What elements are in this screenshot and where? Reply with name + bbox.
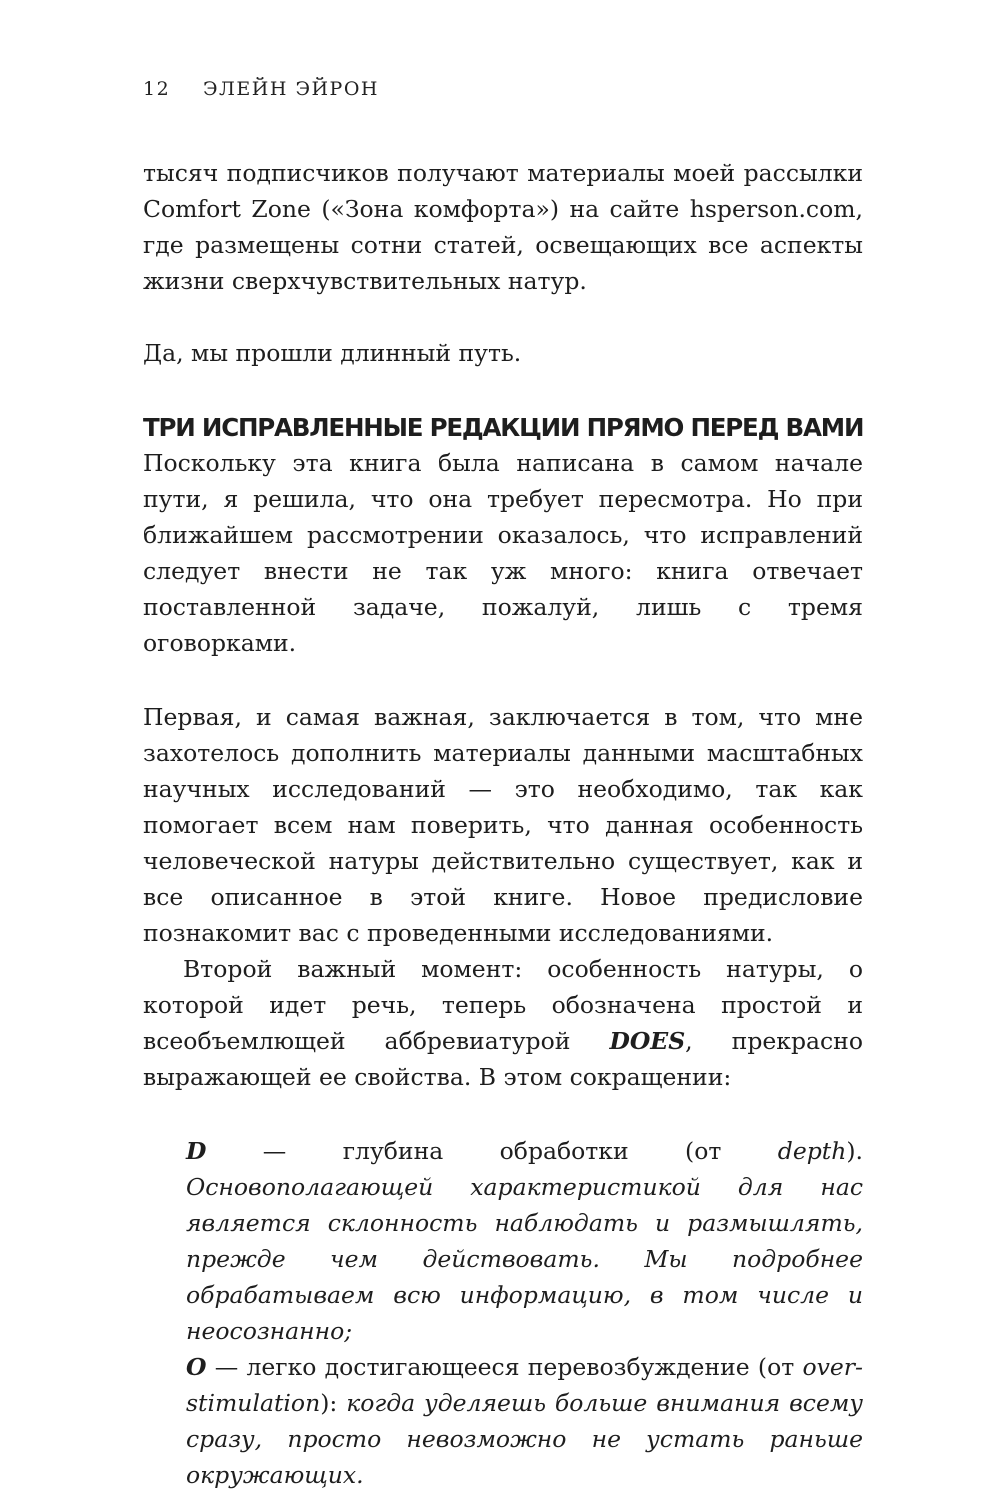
text-run: ). bbox=[846, 1137, 863, 1165]
text-run: — легко достигающееся перевозбуждение (от bbox=[206, 1353, 803, 1381]
paragraph-continuation: тысяч подписчиков получают материалы моей рассылки Comfort Zone («Зона комфорта») на сайте hsperson.com, где размещены сотни статей, освещающих все аспекты жизни сверхчувствительных натур. bbox=[143, 159, 863, 295]
italic-text: Основополагающей характеристикой для нас является склонность наблюдать и размышлять, прежде чем действовать. Мы подробнее обрабатываем всю информацию, в том числе и неосознанно; bbox=[186, 1173, 863, 1345]
paragraph-first-point: Первая, и самая важная, заключается в том, что мне захотелось дополнить материалы данными масштабных научных исследований — это необходимо, так как помогает всем нам поверить, что данная особенность человеческой натуры действительно существует, как и все описанное в этой книге. Новое предисловие познакомит вас с проведенными исследованиями. bbox=[143, 703, 863, 947]
emphasis-term: O bbox=[186, 1353, 207, 1381]
text-run: , прекрасно выражающей ее свойства. В этом сокращении: bbox=[143, 1027, 863, 1091]
paragraph-second-point bbox=[143, 951, 863, 1095]
definition-o bbox=[186, 1349, 863, 1493]
italic-text: overstimulation bbox=[186, 1353, 863, 1417]
author-name: ЭЛЕЙН ЭЙРОН bbox=[203, 78, 379, 100]
emphasis-term: DOES bbox=[609, 1027, 686, 1055]
running-head bbox=[143, 78, 379, 104]
text-run: Второй важный момент: особенность натуры, о которой идет речь, теперь обозначена простой и всеобъемлющей аббревиатурой bbox=[143, 955, 863, 1055]
emphasis-term: D bbox=[186, 1137, 207, 1165]
italic-text: когда уделяешь больше внимания всему сразу, просто невозможно не устать раньше окружающих. bbox=[186, 1389, 863, 1489]
text-run: — глубина обработки (от bbox=[206, 1137, 778, 1165]
section-heading: ТРИ ИСПРАВЛЕННЫЕ РЕДАКЦИИ ПРЯМО ПЕРЕД ВАМИ bbox=[143, 413, 864, 442]
paragraph-revision: Поскольку эта книга была написана в самом начале пути, я решила, что она требует пересмотра. Но при ближайшем рассмотрении оказалось, что исправлений следует внести не так уж много: книга отвечает поставленной задаче, пожалуй, лишь с тремя оговорками. bbox=[143, 449, 863, 657]
italic-text: depth bbox=[777, 1137, 847, 1165]
text-run: ): bbox=[320, 1389, 347, 1417]
definition-d bbox=[186, 1133, 863, 1349]
paragraph-long-way: Да, мы прошли длинный путь. bbox=[143, 339, 522, 367]
body-text bbox=[143, 155, 863, 1493]
definitions-list bbox=[186, 1133, 863, 1493]
page-number: 12 bbox=[143, 78, 171, 100]
